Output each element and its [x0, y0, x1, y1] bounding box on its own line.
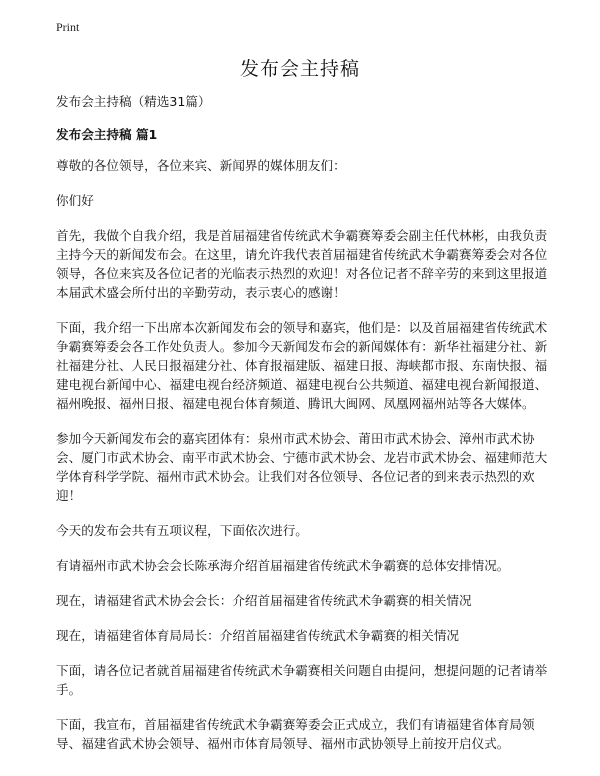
- paragraph-agenda-item-3: 现在，请福建省体育局局长：介绍首届福建省传统武术争霸赛的相关情况: [56, 628, 459, 643]
- section-heading: 发布会主持稿 篇1: [56, 127, 158, 142]
- paragraph-agenda-item-2: 现在，请福建省武术协会会长：介绍首届福建省传统武术争霸赛的相关情况: [56, 593, 472, 608]
- document-body: [56, 92, 548, 769]
- paragraph-guests-media: 下面，我介绍一下出席本次新闻发布会的领导和嘉宾，他们是：以及首届福建省传统武术争霸赛筹委会各工作处负责人。参加今天新闻发布会的新闻媒体有：新华社福建分社、新社福建分社、人民日报福建分社、体育报福建版、福建日报、海峡都市报、东南快报、福建电视台新闻中心、福建电视台经济频道、福建电视台公共频道、福建电视台新闻报道、福州晚报、福州日报、福建电视台体育频道、腾讯大闽网、凤凰网福州站等各大媒体。: [56, 320, 548, 411]
- document-title: 发布会主持稿: [239, 58, 360, 80]
- paragraph-introduction: 首先，我做个自我介绍，我是首届福建省传统武术争霸赛筹委会副主任代林彬，由我负责主持今天的新闻发布会。在这里，请允许我代表首届福建省传统武术争霸赛筹委会对各位领导，各位来宾及各位记者的光临表示热烈的欢迎！对各位记者不辞辛劳的来到这里报道本届武术盛会所付出的辛勤劳动，表示衷心的感谢！: [56, 228, 548, 300]
- paragraph-agenda-item-4: 下面，请各位记者就首届福建省传统武术争霸赛相关问题自由提问，想提问题的记者请举手。: [56, 663, 548, 697]
- paragraph-hello: 你们好: [56, 193, 94, 208]
- paragraph-agenda: 今天的发布会共有五项议程，下面依次进行。: [56, 523, 308, 538]
- document-subtitle: 发布会主持稿（精选31篇）: [56, 94, 211, 109]
- paragraph-agenda-item-5: 下面，我宣布，首届福建省传统武术争霸赛筹委会正式成立，我们有请福建省体育局领导、福建省武术协会领导、福州市体育局领导、福州市武协领导上前按开启仪式。: [56, 717, 535, 751]
- paragraph-guest-groups: 参加今天新闻发布会的嘉宾团体有：泉州市武术协会、莆田市武术协会、漳州市武术协会、厦门市武术协会、南平市武术协会、宁德市武术协会、龙岩市武术协会、福建师范大学体育科学学院、福州市武术协会。让我们对各位领导、各位记者的到来表示热烈的欢迎！: [56, 431, 548, 503]
- print-link[interactable]: Print: [56, 20, 80, 34]
- paragraph-agenda-item-1: 有请福州市武术协会会长陈承海介绍首届福建省传统武术争霸赛的总体安排情况。: [56, 558, 510, 573]
- paragraph-greeting: 尊敬的各位领导，各位来宾、新闻界的媒体朋友们：: [56, 158, 346, 173]
